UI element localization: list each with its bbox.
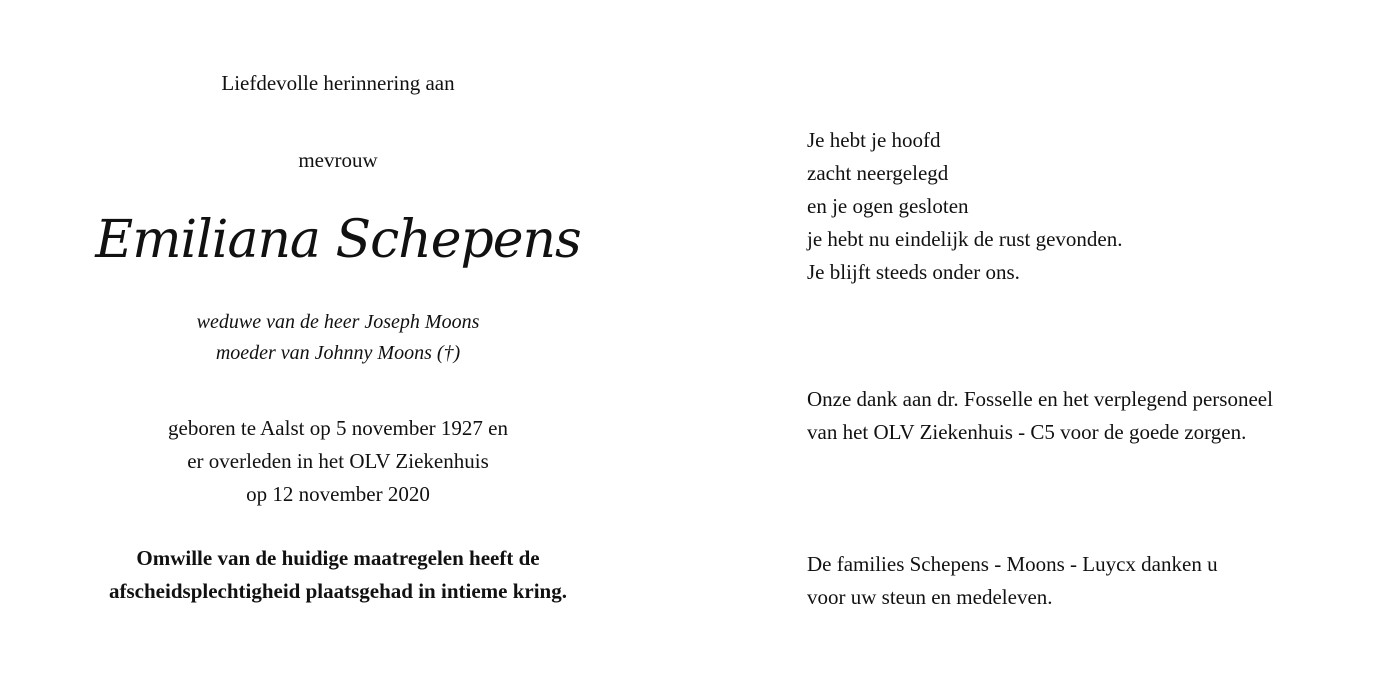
relation-line: weduwe van de heer Joseph Moons: [196, 311, 480, 333]
relations-block: [60, 307, 616, 369]
date-line: er overleden in het OLV Ziekenhuis: [187, 449, 489, 473]
date-line: geboren te Aalst op 5 november 1927 en: [168, 416, 508, 440]
poem-line: Je blijft steeds onder ons.: [807, 260, 1020, 284]
relation-line: moeder van Johnny Moons (†): [215, 342, 461, 364]
family-line: De families Schepens - Moons - Luycx danken u: [807, 552, 1218, 576]
thanks-block: [807, 383, 1347, 449]
dates-block: [60, 412, 616, 511]
thanks-line: van het OLV Ziekenhuis - C5 voor de goede zorgen.: [807, 420, 1247, 444]
deceased-name: Emiliana Schepens: [95, 210, 581, 270]
notice-block: [60, 542, 616, 608]
notice-line: afscheidsplechtigheid plaatsgehad in intieme kring.: [109, 579, 567, 603]
family-block: [807, 548, 1347, 614]
poem-line: en je ogen gesloten: [807, 194, 969, 218]
notice-line: Omwille van de huidige maatregelen heeft de: [136, 546, 540, 570]
date-line: op 12 november 2020: [246, 482, 430, 506]
poem-line: je hebt nu eindelijk de rust gevonden.: [807, 227, 1123, 251]
title-word: mevrouw: [298, 148, 378, 172]
thanks-line: Onze dank aan dr. Fosselle en het verplegend personeel: [807, 387, 1273, 411]
poem-block: [807, 124, 1347, 289]
intro-text: Liefdevolle herinnering aan: [221, 71, 455, 95]
poem-line: zacht neergelegd: [807, 161, 949, 185]
poem-line: Je hebt je hoofd: [807, 128, 941, 152]
family-line: voor uw steun en medeleven.: [807, 585, 1053, 609]
